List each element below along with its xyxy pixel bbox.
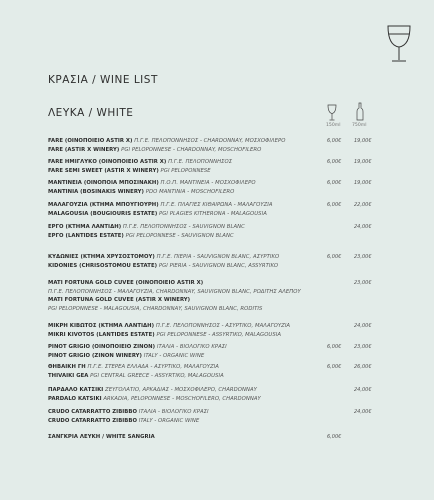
- wine-description: Π.Γ.Ε. ΠΕΛΟΠΟΝΝΗΣΟΣ: [166, 159, 233, 165]
- wine-description: Π.Γ.Ε. ΠΙΕΡΙΑ - SAUVIGNON BLANC, ΑΣΥΡΤΙΚΟ: [154, 254, 280, 260]
- wine-description: ΙΤΑΛΙΑ - ΒΙΟΛΟΓΙΚΟ ΚΡΑΣΙ: [137, 409, 209, 415]
- wine-name: PINOT GRIGIO (ΟΙΝΟΠΟΙΕΙΟ ZINON): [48, 344, 156, 350]
- wine-description: PGI PLAGIES KITHERONA - MALAGOUSIA: [157, 210, 267, 217]
- wine-name: ΣΑΝΓΚΡΙΑ ΛΕΥΚΗ / WHITE SANGRIA: [48, 434, 155, 440]
- wine-description: Π.Γ.Ε. ΠΕΛΟΠΟΝΝΗΣΟΣ - SAUVIGNON BLANC: [121, 224, 245, 230]
- wine-name: KIDONIES (CHRISOSTOMOU ESTATE): [48, 262, 158, 269]
- wine-item: [48, 322, 388, 339]
- wine-name: ΜΑΛΑΓΟΥΖΙΑ (ΚΤΗΜΑ ΜΠΟΥΓΙΟΥΡΗ): [48, 202, 159, 208]
- wine-line: [48, 408, 388, 417]
- glass-price: 6,00€: [327, 180, 342, 186]
- wine-name: FARE ΗΜΙΓΛΥΚΟ (ΟΙΝΟΠΟΙΕΙΟ ASTIR X): [48, 159, 167, 165]
- wine-item: [48, 343, 388, 360]
- wine-line: [48, 288, 388, 297]
- wine-name: FARE (ΟΙΝΟΠΟΙΕΙΟ ASTIR X): [48, 138, 133, 144]
- wine-description: PGI PELOPONNESE - SAUVIGNON BLANC: [123, 232, 234, 239]
- bottle-price: 23,00€: [354, 344, 372, 350]
- bottle-price: 23,00€: [354, 254, 372, 260]
- page-title: ΚΡΑΣΙΑ / WINE LIST: [48, 74, 158, 86]
- wine-name: MIKRI KIVOTOS (LANTIDES ESTATE): [48, 331, 155, 338]
- wine-description: Π.Γ.Ε. ΠΕΛΟΠΟΝΝΗΣΟΣ - ΜΑΛΑΓΟΥΖΙΑ, CHARDONNAY, SAUVIGNON BLANC, ΡΟΔΙΤΗΣ ΑΛΕΠΟΥ: [48, 288, 301, 295]
- wine-line: [48, 386, 388, 395]
- wine-description: PGI CENTRAL GREECE - ASSYRTIKO, MALAGOUSIA: [88, 372, 224, 379]
- wine-name: MATI FORTUNA GOLD CUVEE (ASTIR X WINERY): [48, 297, 191, 303]
- wine-description: Π.Γ.Ε. ΣΤΕΡΕΑ ΕΛΛΑΔΑ - ΑΣΥΡΤΙΚΟ, ΜΑΛΑΓΟΥΖΙΑ: [85, 364, 219, 370]
- wine-line: [48, 210, 388, 219]
- wine-glass-icon: [386, 24, 412, 64]
- bottle-price: 23,00€: [354, 280, 372, 286]
- bottle-price: 24,00€: [354, 409, 372, 415]
- bottle-price: 22,00€: [354, 202, 372, 208]
- wine-description: PGI PELOPONNESE: [158, 167, 211, 174]
- wine-line: [48, 279, 388, 288]
- wine-name: ΕΡΓΟ (LANTIDES ESTATE): [48, 232, 124, 239]
- glass-column-icon: [327, 104, 337, 121]
- wine-item: [48, 433, 388, 442]
- wine-name: FARE (ASTIR X WINERY): [48, 146, 120, 153]
- wine-description: PDO MANTINIA - MOSCHOFILERO: [144, 188, 235, 195]
- wine-name: MATI FORTUNA GOLD CUVEE (ΟΙΝΟΠΟΙΕΙΟ ASTIR X): [48, 280, 204, 286]
- glass-price: 6,00€: [327, 344, 342, 350]
- wine-line: [48, 352, 388, 361]
- wine-description: ITALY - ORGANIC WINE: [137, 417, 200, 424]
- wine-line: [48, 417, 388, 426]
- wine-line: [48, 188, 388, 197]
- glass-volume-label: 150ml: [326, 123, 341, 128]
- wine-description: PGI PELOPONNESE - ASSYRTIKO, MALAGOUSIA: [154, 331, 282, 338]
- wine-item: [48, 158, 388, 175]
- wine-description: PGI PIERIA - SAUVIGNON BLANC, ASSYRTIKO: [157, 262, 279, 269]
- wine-item: [48, 279, 388, 313]
- wine-name: THIVAIKI GEA: [48, 372, 89, 379]
- wine-name: ΜΑΝΤΙΝΕΙΑ (ΟΙΝΟΠΟΙΑ ΜΠΟΣΙΝΑΚΗ): [48, 180, 159, 186]
- wine-name: CRUDO CATARRATTO ZIBIBBO: [48, 417, 138, 424]
- wine-line: [48, 322, 388, 331]
- glass-price: 6,00€: [327, 202, 342, 208]
- wine-name: MALAGOUSIA (BOUGIOURIS ESTATE): [48, 210, 158, 217]
- wine-description: ARKADIA, PELOPONNESE - MOSCHOFILERO, CHARDONNAY: [101, 395, 261, 402]
- wine-item: [48, 223, 388, 240]
- wine-line: [48, 305, 388, 314]
- wine-line: [48, 331, 388, 340]
- wine-description: Π.Ο.Π. ΜΑΝΤΙΝΕΙΑ - ΜΟΣΧΟΦΙΛΕΡΟ: [158, 180, 256, 186]
- wine-description: PGI PELOPONNESE - CHARDONNAY, MOSCHOFILERO: [119, 146, 262, 153]
- wine-item: [48, 363, 388, 380]
- wine-description: Π.Γ.Ε. ΠΕΛΟΠΟΝΝΗΣΟΣ - ΑΣΥΡΤΙΚΟ, ΜΑΛΑΓΟΥΖΙΑ: [154, 323, 291, 329]
- wine-line: [48, 232, 388, 241]
- wine-name: PARDALO KATSIKI: [48, 395, 102, 402]
- wine-name: PINOT GRIGIO (ZINON WINERY): [48, 352, 143, 359]
- wine-description: Π.Γ.Ε. ΠΕΛΟΠΟΝΝΗΣΟΣ - CHARDONNAY, ΜΟΣΧΟΦΙΛΕΡΟ: [132, 138, 286, 144]
- bottle-price: 24,00€: [354, 387, 372, 393]
- wine-name: ΜΙΚΡΗ ΚΙΒΩΤΟΣ (ΚΤΗΜΑ ΛΑΝΤΙΔΗ): [48, 323, 155, 329]
- wine-line: [48, 167, 388, 176]
- wine-name: FARE SEMI SWEET (ASTIR X WINERY): [48, 167, 159, 174]
- bottle-price: 19,00€: [354, 159, 372, 165]
- wine-description: ΙΤΑΛΙΑ - ΒΙΟΛΟΓΙΚΟ ΚΡΑΣΙ: [155, 344, 227, 350]
- wine-line: [48, 395, 388, 404]
- wine-item: [48, 386, 388, 403]
- wine-item: [48, 137, 388, 154]
- wine-line: [48, 296, 388, 305]
- glass-price: 6,00€: [327, 159, 342, 165]
- wine-description: PGI PELOPONNESE - MALAGOUSIA, CHARDONNAY, SAUVIGNON BLANC, RODITIS: [48, 305, 263, 312]
- wine-item: [48, 253, 388, 270]
- bottle-volume-label: 750ml: [352, 123, 367, 128]
- bottle-price: 24,00€: [354, 323, 372, 329]
- wine-line: [48, 372, 388, 381]
- bottle-column-icon: [356, 102, 364, 121]
- wine-description: ITALY - ORGANIC WINE: [142, 352, 205, 359]
- wine-item: [48, 179, 388, 196]
- wine-line: [48, 223, 388, 232]
- bottle-price: 26,00€: [354, 364, 372, 370]
- wine-description: ΖΕΥΓΟΛΑΤΙΟ, ΑΡΚΑΔΙΑΣ - ΜΟΣΧΟΦΙΛΕΡΟ, CHARDONNAY: [103, 387, 257, 393]
- wine-name: ΠΑΡΔΑΛΟ ΚΑΤΣΙΚΙ: [48, 387, 104, 393]
- section-title: ΛΕΥΚΑ / WHITE: [48, 107, 134, 119]
- bottle-price: 24,00€: [354, 224, 372, 230]
- wine-name: ΘΗΒΑΙΚΗ ΓΗ: [48, 364, 86, 370]
- wine-line: [48, 146, 388, 155]
- wine-item: [48, 201, 388, 218]
- bottle-price: 19,00€: [354, 180, 372, 186]
- wine-description: Π.Γ.Ε. ΠΛΑΓΙΕΣ ΚΙΘΑΙΡΩΝΑ - ΜΑΛΑΓΟΥΖΙΑ: [158, 202, 273, 208]
- wine-name: MANTINIA (BOSINAKIS WINERY): [48, 188, 145, 195]
- glass-price: 6,00€: [327, 254, 342, 260]
- wine-line: [48, 262, 388, 271]
- glass-price: 6,00€: [327, 364, 342, 370]
- wine-name: ΕΡΓΟ (ΚΤΗΜΑ ΛΑΝΤΙΔΗ): [48, 224, 122, 230]
- glass-price: 6,00€: [327, 138, 342, 144]
- wine-name: ΚΥΔΩΝΙΕΣ (ΚΤΗΜΑ ΧΡΥΣΟΣΤΟΜΟΥ): [48, 254, 155, 260]
- bottle-price: 19,00€: [354, 138, 372, 144]
- wine-name: CRUDO CATARRATTO ZIBIBBO: [48, 409, 138, 415]
- wine-item: [48, 408, 388, 425]
- glass-price: 6,00€: [327, 434, 342, 440]
